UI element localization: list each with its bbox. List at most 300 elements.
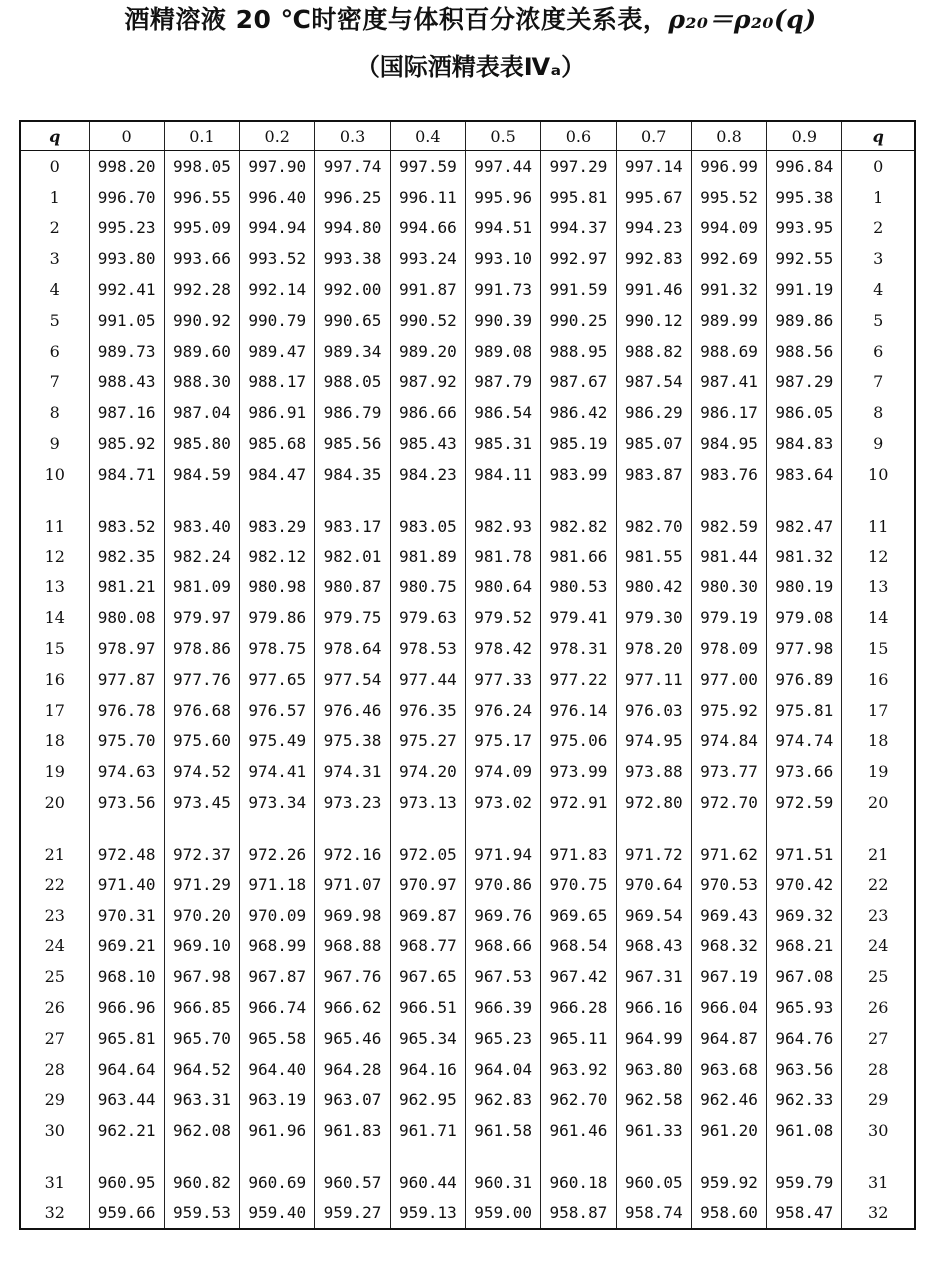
density-cell: 988.82 bbox=[616, 336, 691, 367]
row-q-left: 21 bbox=[20, 818, 89, 869]
density-cell: 984.23 bbox=[390, 459, 465, 490]
density-cell: 968.77 bbox=[390, 931, 465, 962]
row-q-left: 4 bbox=[20, 274, 89, 305]
density-cell: 965.23 bbox=[465, 1023, 540, 1054]
row-q-right: 32 bbox=[868, 1203, 889, 1222]
density-cell: 979.63 bbox=[390, 602, 465, 633]
density-cell: 962.08 bbox=[164, 1115, 239, 1146]
density-cell: 994.09 bbox=[691, 213, 766, 244]
density-cell: 959.92 bbox=[691, 1146, 766, 1197]
density-cell: 990.65 bbox=[315, 305, 390, 336]
density-cell: 980.30 bbox=[691, 572, 766, 603]
table-row bbox=[20, 1085, 915, 1116]
row-q-right: 27 bbox=[868, 1028, 889, 1048]
table-row bbox=[20, 243, 915, 274]
density-cell: 967.08 bbox=[767, 961, 842, 992]
density-cell: 967.31 bbox=[616, 961, 691, 992]
row-q-left: 29 bbox=[20, 1085, 89, 1116]
density-table bbox=[19, 120, 916, 1230]
density-cell: 959.00 bbox=[465, 1197, 540, 1229]
row-q-right: 4 bbox=[873, 280, 884, 300]
row-q-left: 8 bbox=[20, 397, 89, 428]
density-cell: 983.99 bbox=[541, 459, 616, 490]
row-q-left: 1 bbox=[20, 182, 89, 213]
table-row bbox=[20, 1115, 915, 1146]
density-cell: 977.22 bbox=[541, 664, 616, 695]
density-cell: 979.19 bbox=[691, 602, 766, 633]
density-cell: 964.04 bbox=[465, 1054, 540, 1085]
row-q-left: 0 bbox=[20, 151, 89, 182]
row-q-right: 17 bbox=[868, 700, 889, 720]
page-subtitle: （国际酒精表表Ⅳₐ） bbox=[355, 53, 586, 81]
density-cell: 968.43 bbox=[616, 931, 691, 962]
density-cell: 961.33 bbox=[616, 1115, 691, 1146]
density-cell: 983.05 bbox=[390, 490, 465, 541]
row-q-left: 28 bbox=[20, 1054, 89, 1085]
density-cell: 987.04 bbox=[164, 397, 239, 428]
table-row bbox=[20, 602, 915, 633]
density-cell: 961.96 bbox=[240, 1115, 315, 1146]
density-cell: 969.10 bbox=[164, 931, 239, 962]
density-cell: 972.05 bbox=[390, 818, 465, 869]
density-cell: 992.97 bbox=[541, 243, 616, 274]
density-cell: 996.25 bbox=[315, 182, 390, 213]
table-row bbox=[20, 1023, 915, 1054]
page-title bbox=[0, 4, 941, 36]
density-cell: 981.55 bbox=[616, 541, 691, 572]
density-cell: 970.31 bbox=[89, 900, 164, 931]
density-cell: 966.74 bbox=[240, 992, 315, 1023]
density-cell: 970.42 bbox=[767, 869, 842, 900]
density-cell: 974.31 bbox=[315, 756, 390, 787]
density-cell: 959.79 bbox=[767, 1146, 842, 1197]
density-cell: 976.89 bbox=[767, 664, 842, 695]
table-row bbox=[20, 336, 915, 367]
density-cell: 985.80 bbox=[164, 428, 239, 459]
density-cell: 993.80 bbox=[89, 243, 164, 274]
column-header: 0 bbox=[89, 121, 164, 151]
row-q-right: 15 bbox=[868, 639, 889, 659]
row-q-right: 1 bbox=[873, 187, 884, 207]
row-q-right: 9 bbox=[873, 434, 884, 454]
density-cell: 973.02 bbox=[465, 787, 540, 818]
density-cell: 978.86 bbox=[164, 633, 239, 664]
density-cell: 994.66 bbox=[390, 213, 465, 244]
row-q-right: 30 bbox=[868, 1121, 889, 1141]
row-q-right: 8 bbox=[873, 403, 884, 423]
density-cell: 975.60 bbox=[164, 726, 239, 757]
density-cell: 984.11 bbox=[465, 459, 540, 490]
density-cell: 985.31 bbox=[465, 428, 540, 459]
table-row bbox=[20, 182, 915, 213]
density-cell: 989.20 bbox=[390, 336, 465, 367]
density-cell: 962.70 bbox=[541, 1085, 616, 1116]
density-cell: 980.53 bbox=[541, 572, 616, 603]
density-cell: 997.14 bbox=[616, 151, 691, 182]
density-cell: 996.11 bbox=[390, 182, 465, 213]
density-cell: 992.14 bbox=[240, 274, 315, 305]
density-cell: 985.07 bbox=[616, 428, 691, 459]
row-q-left: 20 bbox=[20, 787, 89, 818]
row-q-left: 24 bbox=[20, 931, 89, 962]
density-cell: 990.92 bbox=[164, 305, 239, 336]
row-q-right: 20 bbox=[868, 793, 889, 813]
density-cell: 972.48 bbox=[89, 818, 164, 869]
density-cell: 980.42 bbox=[616, 572, 691, 603]
density-cell: 979.08 bbox=[767, 602, 842, 633]
density-cell: 981.21 bbox=[89, 572, 164, 603]
density-cell: 964.16 bbox=[390, 1054, 465, 1085]
density-cell: 975.38 bbox=[315, 726, 390, 757]
density-cell: 964.40 bbox=[240, 1054, 315, 1085]
row-q-left: 12 bbox=[20, 541, 89, 572]
density-cell: 997.90 bbox=[240, 151, 315, 182]
row-q-right: 21 bbox=[868, 844, 889, 864]
column-header: 0.1 bbox=[164, 121, 239, 151]
density-cell: 982.59 bbox=[691, 490, 766, 541]
density-cell: 975.70 bbox=[89, 726, 164, 757]
density-cell: 962.83 bbox=[465, 1085, 540, 1116]
density-cell: 958.60 bbox=[691, 1197, 766, 1229]
density-cell: 983.40 bbox=[164, 490, 239, 541]
row-q-left: 17 bbox=[20, 695, 89, 726]
table-row bbox=[20, 541, 915, 572]
table-row bbox=[20, 213, 915, 244]
density-cell: 977.87 bbox=[89, 664, 164, 695]
density-cell: 966.39 bbox=[465, 992, 540, 1023]
density-cell: 996.55 bbox=[164, 182, 239, 213]
density-cell: 972.16 bbox=[315, 818, 390, 869]
density-cell: 986.66 bbox=[390, 397, 465, 428]
density-cell: 961.71 bbox=[390, 1115, 465, 1146]
density-cell: 975.92 bbox=[691, 695, 766, 726]
density-cell: 988.05 bbox=[315, 367, 390, 398]
density-cell: 960.05 bbox=[616, 1146, 691, 1197]
table-row bbox=[20, 787, 915, 818]
density-cell: 989.60 bbox=[164, 336, 239, 367]
density-cell: 966.96 bbox=[89, 992, 164, 1023]
row-q-left: 31 bbox=[20, 1146, 89, 1197]
row-q-left: 15 bbox=[20, 633, 89, 664]
row-q-left: 16 bbox=[20, 664, 89, 695]
row-q-left: 19 bbox=[20, 756, 89, 787]
density-cell: 983.29 bbox=[240, 490, 315, 541]
density-cell: 982.12 bbox=[240, 541, 315, 572]
density-cell: 971.51 bbox=[767, 818, 842, 869]
density-cell: 995.38 bbox=[767, 182, 842, 213]
column-header: 0.5 bbox=[465, 121, 540, 151]
density-cell: 974.84 bbox=[691, 726, 766, 757]
density-cell: 977.76 bbox=[164, 664, 239, 695]
density-cell: 989.73 bbox=[89, 336, 164, 367]
density-cell: 992.83 bbox=[616, 243, 691, 274]
table-row bbox=[20, 397, 915, 428]
row-q-left: 30 bbox=[20, 1115, 89, 1146]
q-header-right: q bbox=[842, 121, 915, 151]
density-cell: 992.41 bbox=[89, 274, 164, 305]
density-cell: 970.75 bbox=[541, 869, 616, 900]
row-q-left: 18 bbox=[20, 726, 89, 757]
density-cell: 987.54 bbox=[616, 367, 691, 398]
density-cell: 991.87 bbox=[390, 274, 465, 305]
density-cell: 991.19 bbox=[767, 274, 842, 305]
density-cell: 958.74 bbox=[616, 1197, 691, 1229]
density-cell: 979.41 bbox=[541, 602, 616, 633]
density-cell: 973.88 bbox=[616, 756, 691, 787]
density-cell: 997.29 bbox=[541, 151, 616, 182]
density-cell: 994.37 bbox=[541, 213, 616, 244]
density-cell: 984.59 bbox=[164, 459, 239, 490]
density-cell: 997.59 bbox=[390, 151, 465, 182]
density-cell: 978.31 bbox=[541, 633, 616, 664]
density-cell: 967.98 bbox=[164, 961, 239, 992]
density-cell: 976.68 bbox=[164, 695, 239, 726]
density-cell: 967.42 bbox=[541, 961, 616, 992]
density-cell: 976.46 bbox=[315, 695, 390, 726]
density-cell: 984.83 bbox=[767, 428, 842, 459]
density-cell: 981.09 bbox=[164, 572, 239, 603]
density-cell: 993.95 bbox=[767, 213, 842, 244]
density-cell: 964.99 bbox=[616, 1023, 691, 1054]
density-cell: 991.32 bbox=[691, 274, 766, 305]
density-cell: 989.08 bbox=[465, 336, 540, 367]
row-q-left: 32 bbox=[20, 1197, 89, 1229]
density-cell: 967.19 bbox=[691, 961, 766, 992]
density-cell: 987.41 bbox=[691, 367, 766, 398]
density-cell: 983.87 bbox=[616, 459, 691, 490]
density-cell: 976.03 bbox=[616, 695, 691, 726]
density-cell: 978.64 bbox=[315, 633, 390, 664]
title-formula: ρ₂₀＝ρ₂₀(q) bbox=[668, 5, 817, 34]
density-cell: 980.19 bbox=[767, 572, 842, 603]
density-cell: 978.75 bbox=[240, 633, 315, 664]
table-row bbox=[20, 992, 915, 1023]
density-cell: 981.44 bbox=[691, 541, 766, 572]
density-cell: 979.30 bbox=[616, 602, 691, 633]
density-cell: 966.16 bbox=[616, 992, 691, 1023]
density-cell: 978.97 bbox=[89, 633, 164, 664]
table-row bbox=[20, 726, 915, 757]
density-cell: 968.88 bbox=[315, 931, 390, 962]
table-row bbox=[20, 274, 915, 305]
density-cell: 960.57 bbox=[315, 1146, 390, 1197]
table-row bbox=[20, 572, 915, 603]
density-cell: 990.52 bbox=[390, 305, 465, 336]
density-cell: 977.65 bbox=[240, 664, 315, 695]
row-q-left: 3 bbox=[20, 243, 89, 274]
row-q-left: 23 bbox=[20, 900, 89, 931]
row-q-right: 0 bbox=[873, 156, 884, 176]
row-q-left: 26 bbox=[20, 992, 89, 1023]
table-row bbox=[20, 961, 915, 992]
column-header: 0.4 bbox=[390, 121, 465, 151]
density-cell: 983.17 bbox=[315, 490, 390, 541]
density-cell: 966.62 bbox=[315, 992, 390, 1023]
density-cell: 969.76 bbox=[465, 900, 540, 931]
density-cell: 968.54 bbox=[541, 931, 616, 962]
density-cell: 959.40 bbox=[240, 1197, 315, 1229]
table-row bbox=[20, 900, 915, 931]
density-cell: 971.83 bbox=[541, 818, 616, 869]
table-row bbox=[20, 664, 915, 695]
density-cell: 987.92 bbox=[390, 367, 465, 398]
density-cell: 995.23 bbox=[89, 213, 164, 244]
density-cell: 958.47 bbox=[767, 1197, 842, 1229]
density-cell: 987.67 bbox=[541, 367, 616, 398]
density-cell: 980.64 bbox=[465, 572, 540, 603]
density-cell: 972.59 bbox=[767, 787, 842, 818]
row-q-left: 22 bbox=[20, 869, 89, 900]
density-cell: 965.81 bbox=[89, 1023, 164, 1054]
row-q-right: 24 bbox=[868, 936, 889, 956]
density-cell: 975.17 bbox=[465, 726, 540, 757]
density-cell: 959.66 bbox=[89, 1197, 164, 1229]
density-cell: 962.21 bbox=[89, 1115, 164, 1146]
column-header: 0.6 bbox=[541, 121, 616, 151]
density-cell: 977.11 bbox=[616, 664, 691, 695]
density-cell: 982.82 bbox=[541, 490, 616, 541]
density-cell: 966.28 bbox=[541, 992, 616, 1023]
density-cell: 963.19 bbox=[240, 1085, 315, 1116]
density-cell: 980.08 bbox=[89, 602, 164, 633]
row-q-left: 5 bbox=[20, 305, 89, 336]
density-cell: 964.52 bbox=[164, 1054, 239, 1085]
density-cell: 970.20 bbox=[164, 900, 239, 931]
density-cell: 971.18 bbox=[240, 869, 315, 900]
density-cell: 985.56 bbox=[315, 428, 390, 459]
density-cell: 994.94 bbox=[240, 213, 315, 244]
density-cell: 963.92 bbox=[541, 1054, 616, 1085]
density-cell: 983.52 bbox=[89, 490, 164, 541]
density-cell: 980.98 bbox=[240, 572, 315, 603]
density-cell: 962.46 bbox=[691, 1085, 766, 1116]
row-q-right: 2 bbox=[873, 218, 884, 238]
density-cell: 989.34 bbox=[315, 336, 390, 367]
density-cell: 987.79 bbox=[465, 367, 540, 398]
density-cell: 960.18 bbox=[541, 1146, 616, 1197]
density-cell: 977.00 bbox=[691, 664, 766, 695]
density-cell: 996.99 bbox=[691, 151, 766, 182]
density-cell: 986.54 bbox=[465, 397, 540, 428]
density-cell: 982.47 bbox=[767, 490, 842, 541]
density-cell: 982.35 bbox=[89, 541, 164, 572]
density-cell: 984.47 bbox=[240, 459, 315, 490]
row-q-left: 27 bbox=[20, 1023, 89, 1054]
density-cell: 959.27 bbox=[315, 1197, 390, 1229]
row-q-left: 11 bbox=[20, 490, 89, 541]
density-cell: 973.56 bbox=[89, 787, 164, 818]
density-cell: 962.33 bbox=[767, 1085, 842, 1116]
density-cell: 973.99 bbox=[541, 756, 616, 787]
density-cell: 990.39 bbox=[465, 305, 540, 336]
density-cell: 977.33 bbox=[465, 664, 540, 695]
density-cell: 974.41 bbox=[240, 756, 315, 787]
density-cell: 967.87 bbox=[240, 961, 315, 992]
density-cell: 966.51 bbox=[390, 992, 465, 1023]
density-cell: 977.98 bbox=[767, 633, 842, 664]
density-cell: 971.72 bbox=[616, 818, 691, 869]
density-cell: 978.20 bbox=[616, 633, 691, 664]
table-row bbox=[20, 1197, 915, 1229]
density-cell: 988.43 bbox=[89, 367, 164, 398]
row-q-right: 22 bbox=[868, 874, 889, 894]
table-header-row bbox=[20, 121, 915, 151]
column-header: 0.9 bbox=[767, 121, 842, 151]
density-cell: 959.53 bbox=[164, 1197, 239, 1229]
row-q-right: 12 bbox=[868, 546, 889, 566]
density-cell: 974.63 bbox=[89, 756, 164, 787]
density-cell: 963.07 bbox=[315, 1085, 390, 1116]
density-cell: 983.64 bbox=[767, 459, 842, 490]
row-q-left: 7 bbox=[20, 367, 89, 398]
density-cell: 968.32 bbox=[691, 931, 766, 962]
density-cell: 973.34 bbox=[240, 787, 315, 818]
density-cell: 966.85 bbox=[164, 992, 239, 1023]
density-cell: 988.69 bbox=[691, 336, 766, 367]
density-cell: 976.24 bbox=[465, 695, 540, 726]
density-cell: 994.80 bbox=[315, 213, 390, 244]
density-cell: 991.05 bbox=[89, 305, 164, 336]
column-header: 0.7 bbox=[616, 121, 691, 151]
density-cell: 969.21 bbox=[89, 931, 164, 962]
density-cell: 964.28 bbox=[315, 1054, 390, 1085]
density-cell: 981.89 bbox=[390, 541, 465, 572]
density-cell: 990.12 bbox=[616, 305, 691, 336]
table-row bbox=[20, 367, 915, 398]
density-cell: 987.29 bbox=[767, 367, 842, 398]
density-cell: 984.35 bbox=[315, 459, 390, 490]
density-cell: 983.76 bbox=[691, 459, 766, 490]
density-cell: 976.14 bbox=[541, 695, 616, 726]
density-cell: 969.54 bbox=[616, 900, 691, 931]
density-cell: 992.55 bbox=[767, 243, 842, 274]
density-cell: 978.09 bbox=[691, 633, 766, 664]
density-cell: 968.10 bbox=[89, 961, 164, 992]
row-q-left: 6 bbox=[20, 336, 89, 367]
density-cell: 972.70 bbox=[691, 787, 766, 818]
density-cell: 960.31 bbox=[465, 1146, 540, 1197]
density-cell: 965.46 bbox=[315, 1023, 390, 1054]
density-cell: 986.29 bbox=[616, 397, 691, 428]
density-cell: 981.32 bbox=[767, 541, 842, 572]
density-cell: 989.99 bbox=[691, 305, 766, 336]
density-cell: 964.64 bbox=[89, 1054, 164, 1085]
density-cell: 970.09 bbox=[240, 900, 315, 931]
density-cell: 981.78 bbox=[465, 541, 540, 572]
title-text: 酒精溶液 20 ℃时密度与体积百分浓度关系表， bbox=[124, 5, 669, 34]
table-row bbox=[20, 305, 915, 336]
row-q-left: 13 bbox=[20, 572, 89, 603]
density-cell: 963.56 bbox=[767, 1054, 842, 1085]
column-header: 0.2 bbox=[240, 121, 315, 151]
row-q-right: 7 bbox=[873, 372, 884, 392]
density-cell: 978.53 bbox=[390, 633, 465, 664]
density-cell: 988.17 bbox=[240, 367, 315, 398]
row-q-right: 13 bbox=[868, 577, 889, 597]
table-row bbox=[20, 818, 915, 869]
density-cell: 960.44 bbox=[390, 1146, 465, 1197]
density-cell: 971.62 bbox=[691, 818, 766, 869]
density-cell: 987.16 bbox=[89, 397, 164, 428]
row-q-left: 25 bbox=[20, 961, 89, 992]
row-q-right: 26 bbox=[868, 998, 889, 1018]
density-cell: 965.34 bbox=[390, 1023, 465, 1054]
density-cell: 985.43 bbox=[390, 428, 465, 459]
table-row bbox=[20, 490, 915, 541]
density-cell: 961.83 bbox=[315, 1115, 390, 1146]
density-cell: 972.80 bbox=[616, 787, 691, 818]
q-header-left: q bbox=[20, 121, 89, 151]
